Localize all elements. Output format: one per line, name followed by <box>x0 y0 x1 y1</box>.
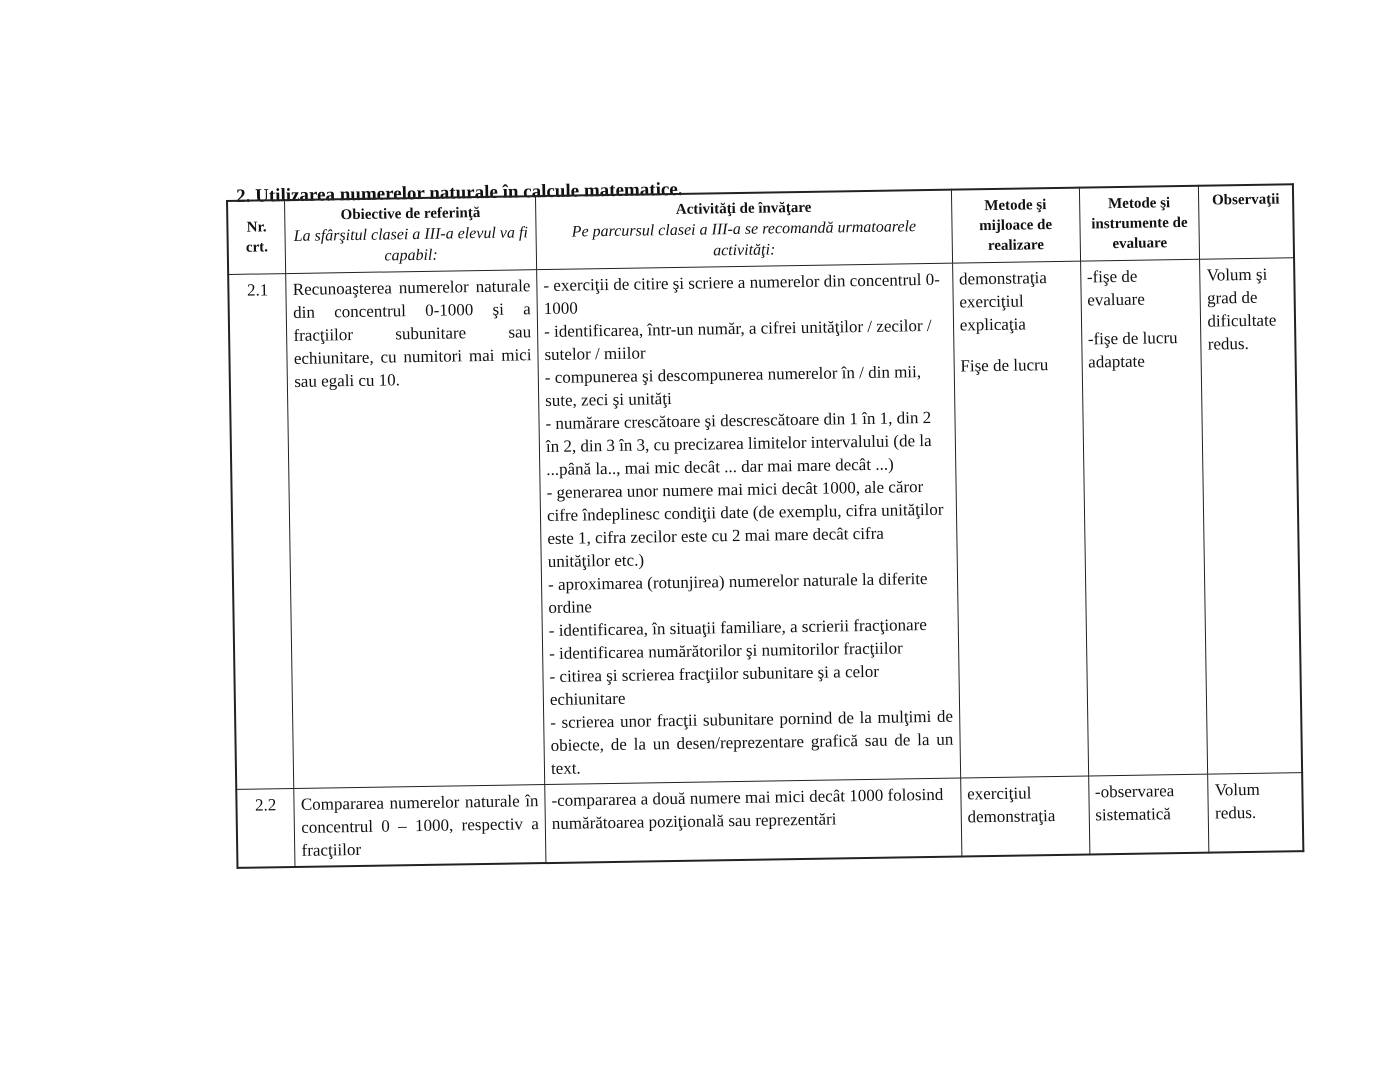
row-nr: 2.1 <box>228 274 294 790</box>
header-activities: Activităţi de învăţare Pe parcursul clasei a III-a se recomandă urmatoarele activităţi: <box>535 190 952 270</box>
activity-item: - exerciţii de citire şi scriere a numerelor din concentrul 0-1000 <box>543 269 940 319</box>
row-objective: Recunoaşterea numerelor naturale din concentrul 0-1000 şi a fracţiilor subunitare sau echiunitare, cu numitori mai mici sau egali cu 10. <box>286 270 545 789</box>
header-objectives: Obiective de referinţă La sfârşitul clasei a III-a elevul va fi capabil: <box>285 196 537 273</box>
method-item: exerciţiul <box>967 783 1032 804</box>
method-item: exerciţiul <box>959 291 1024 312</box>
activity-item: - aproximarea (rotunjirea) numerelor naturale la diferite ordine <box>547 569 928 617</box>
activity-item: - numărare crescătoare şi descrescătoare din 1 în 1, din 2 în 2, din 3 în 3, cu precizarea limitelor intervalului (de la ...până la.., mai mic decât ... dar mai mare decât ...) <box>545 407 932 480</box>
row-methods <box>960 776 1089 856</box>
row-nr: 2.2 <box>236 789 295 868</box>
row-methods <box>952 261 1088 778</box>
curriculum-table <box>226 183 1304 869</box>
method-item: Fişe de lucru <box>960 355 1049 376</box>
row-observations: Volum redus. <box>1208 773 1303 853</box>
row-evaluation <box>1088 774 1209 854</box>
row-evaluation <box>1080 259 1208 776</box>
activity-item: -compararea a două numere mai mici decât 1000 folosind numărătoarea poziţională sau reprezentări <box>551 784 944 833</box>
activity-item: - identificarea, într-un număr, a cifrei unităţilor / zecilor / sutelor / miilor <box>543 315 932 365</box>
method-item: explicaţia <box>959 314 1027 335</box>
row-activities <box>545 778 962 863</box>
row-objective: Compararea numerelor naturale în concentrul 0 – 1000, respectiv a fracţiilor <box>294 785 546 867</box>
activity-item: - identificarea, în situaţii familiare, a scrierii fracţionare <box>548 615 927 640</box>
activity-item: - scrierea unor fracţii subunitare pornind de la mulţimi de obiecte, de la un desen/reprezentare grafică sau de la un text. <box>550 706 954 778</box>
method-item <box>960 335 1075 355</box>
table-row <box>228 258 1302 790</box>
header-nr: Nr. crt. <box>227 200 286 274</box>
header-evaluation: Metode şi instrumente de evaluare <box>1079 186 1200 261</box>
method-item: demonstraţia <box>958 268 1048 289</box>
section-title: 2. Utilizarea numerelor naturale în calcule matematice. <box>236 178 683 207</box>
header-observations: Observaţii <box>1199 184 1294 259</box>
activity-item: - identificarea numărătorilor şi numitorilor fracţiilor <box>549 638 903 663</box>
header-methods: Metode şi mijloace de realizare <box>951 188 1080 263</box>
table-row <box>236 773 1303 868</box>
method-item: demonstraţia <box>967 806 1056 827</box>
row-activities <box>537 263 961 784</box>
activity-item: - generarea unor numere mai mici decât 1000, ale căror cifre îndeplinesc condiţii date (de exemplu, cifra unităţilor este 1, cifra zecilor este cu 2 mai mare decât cifra unităţilor etc.) <box>546 477 944 571</box>
activity-item: - compunerea şi descompunerea numerelor în / din mii, sute, zeci şi unităţi <box>544 362 922 411</box>
evaluation-item: -fişe de evaluare <box>1086 266 1145 310</box>
row-observations: Volum şi grad de dificultate redus. <box>1200 258 1302 774</box>
evaluation-item: -fişe de lucru adaptate <box>1087 328 1178 372</box>
evaluation-item: -observarea sistematică <box>1094 781 1175 825</box>
activity-item: - citirea şi scrierea fracţiilor subunitare şi a celor echiunitare <box>549 661 880 709</box>
